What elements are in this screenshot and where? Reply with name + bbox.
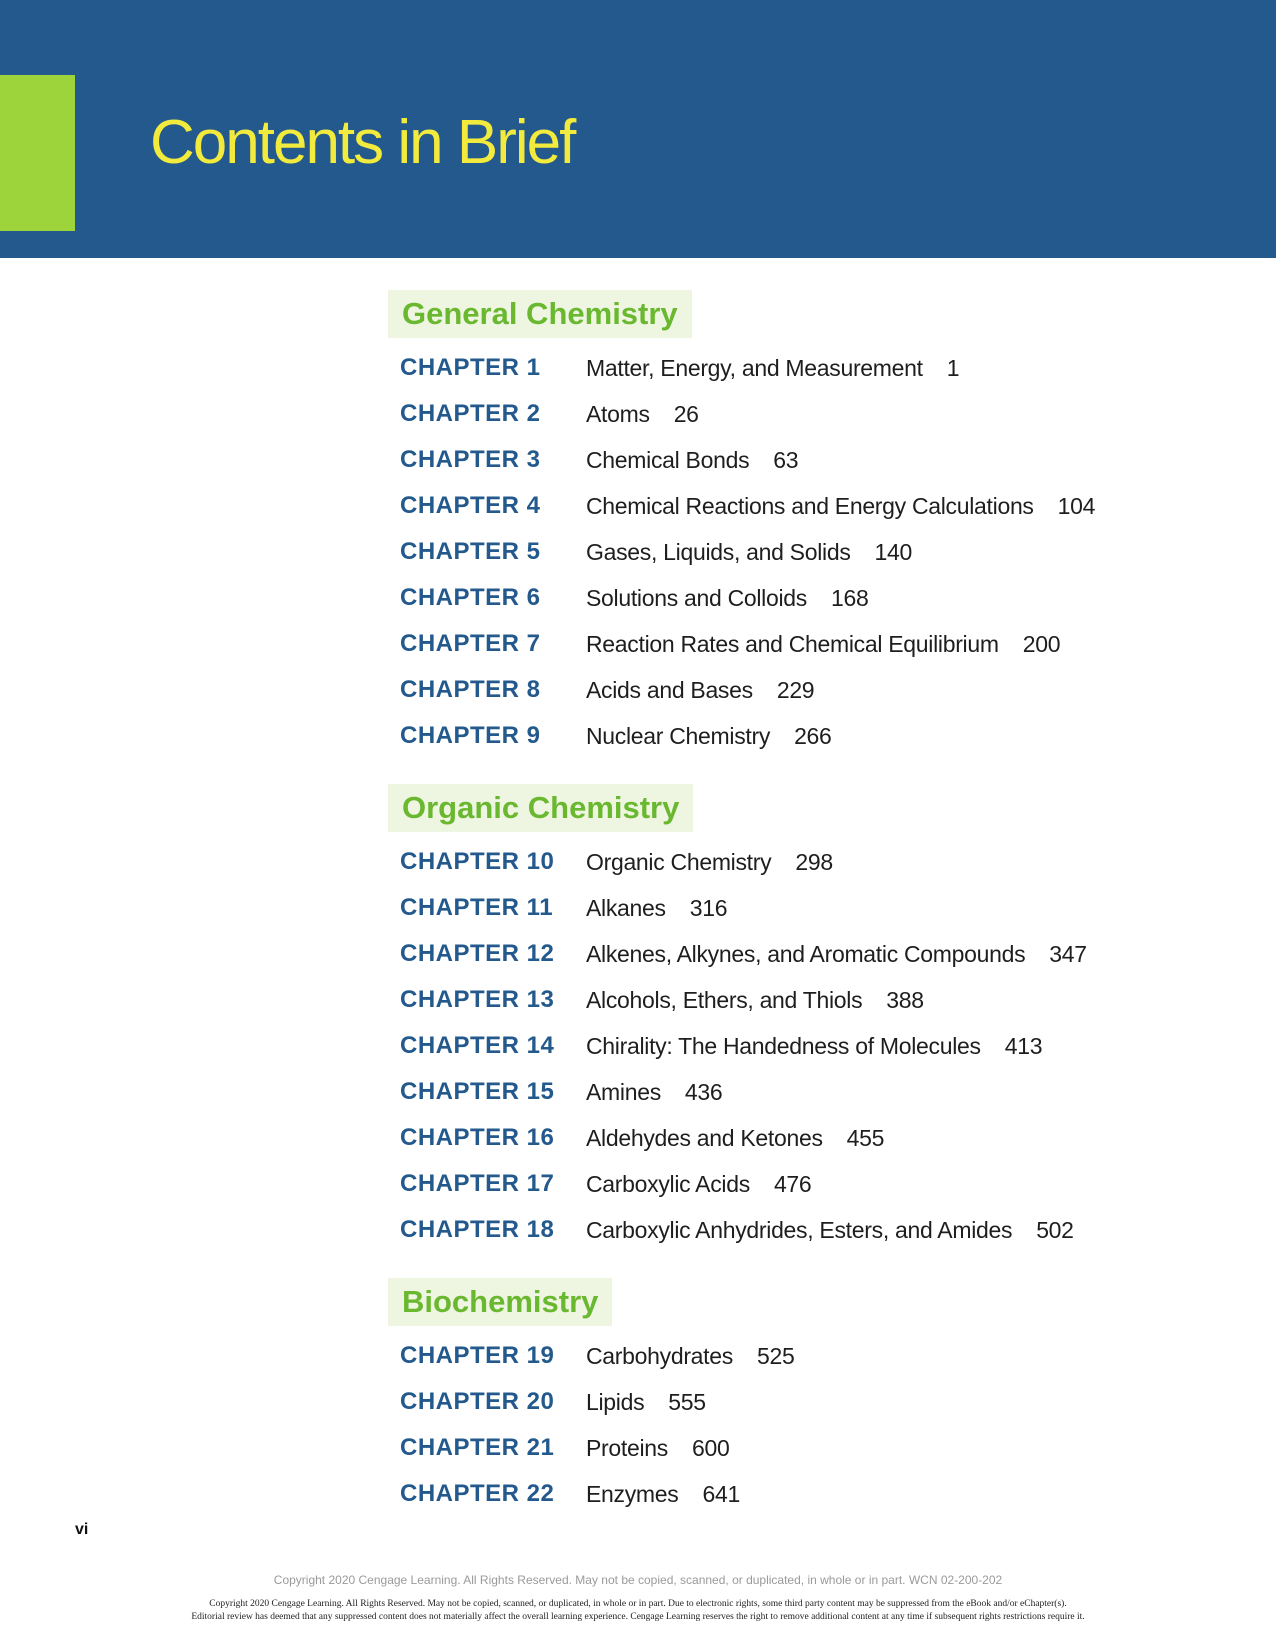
chapter-page-number: 347 [1049, 941, 1087, 967]
chapter-entry [586, 345, 959, 391]
chapter-row[interactable] [400, 529, 1220, 575]
copyright-fine-print: Editorial review has deemed that any suppressed content does not materially affect the overall learning experience. Cengage Learning reserves the right to remove additional content at any time if subsequent rights restrictions require it. [191, 1612, 1085, 1622]
chapter-title: Chirality: The Handedness of Molecules [586, 1033, 981, 1059]
chapter-label: CHAPTER 2 [400, 400, 541, 427]
chapter-page-number: 600 [691, 1435, 730, 1461]
chapter-row[interactable] [400, 1161, 1220, 1207]
chapter-title: Amines [586, 1079, 661, 1105]
chapter-title: Proteins [586, 1435, 668, 1461]
chapter-entry [586, 391, 699, 437]
page-folio: vi [75, 1521, 89, 1538]
chapter-row[interactable] [400, 667, 1220, 713]
chapter-row[interactable] [400, 1207, 1220, 1253]
chapter-entry [586, 1115, 884, 1161]
chapter-page-number: 476 [773, 1171, 812, 1197]
chapter-row[interactable] [400, 391, 1220, 437]
chapter-page-number: 555 [668, 1389, 706, 1415]
section-heading-biochemistry: Biochemistry [388, 1278, 612, 1326]
chapter-title: Acids and Bases [586, 677, 753, 703]
chapter-entry [586, 931, 1087, 977]
chapter-title: Chemical Bonds [586, 447, 750, 473]
chapter-page-number: 436 [684, 1079, 723, 1105]
chapter-row[interactable] [400, 713, 1220, 759]
chapter-label: CHAPTER 6 [400, 584, 541, 611]
chapter-label: CHAPTER 18 [400, 1216, 555, 1243]
chapter-entry [586, 977, 924, 1023]
chapter-page-number: 140 [874, 539, 913, 565]
chapter-page-number: 200 [1022, 631, 1061, 657]
copyright-fine-print: Copyright 2020 Cengage Learning. All Rights Reserved. May not be copied, scanned, or duplicated, in whole or in part. Due to electronic rights, some third party content may be suppressed from the eBook and/or eChapter(s). [209, 1599, 1067, 1609]
chapter-row[interactable] [400, 1379, 1220, 1425]
chapter-title: Gases, Liquids, and Solids [586, 539, 851, 565]
banner-accent-bar [0, 75, 75, 231]
chapter-label: CHAPTER 15 [400, 1078, 555, 1105]
chapter-label: CHAPTER 21 [400, 1434, 555, 1461]
chapter-title: Alkenes, Alkynes, and Aromatic Compounds [586, 941, 1026, 967]
chapter-page-number: 298 [795, 849, 833, 875]
chapter-label: CHAPTER 9 [400, 722, 541, 749]
chapter-title: Enzymes [586, 1481, 679, 1507]
chapter-label: CHAPTER 13 [400, 986, 555, 1013]
chapter-row[interactable] [400, 977, 1220, 1023]
chapter-entry [586, 1425, 729, 1471]
chapter-entry [586, 1161, 811, 1207]
page-title: Contents in Brief [150, 108, 575, 177]
chapter-title: Organic Chemistry [586, 849, 772, 875]
section-heading-general-chemistry: General Chemistry [388, 290, 692, 338]
chapter-title: Lipids [586, 1389, 645, 1415]
chapter-page-number: 388 [886, 987, 924, 1013]
chapter-label: CHAPTER 16 [400, 1124, 555, 1151]
chapter-entry [586, 713, 832, 759]
chapter-entry [586, 1333, 794, 1379]
chapter-title: Reaction Rates and Chemical Equilibrium [586, 631, 999, 657]
chapter-title: Solutions and Colloids [586, 585, 807, 611]
chapter-page-number: 502 [1036, 1217, 1074, 1243]
chapter-label: CHAPTER 17 [400, 1170, 555, 1197]
chapter-title: Atoms [586, 401, 650, 427]
chapter-entry [586, 575, 868, 621]
chapter-label: CHAPTER 19 [400, 1342, 555, 1369]
chapter-title: Carbohydrates [586, 1343, 733, 1369]
chapter-entry [586, 1471, 740, 1517]
chapter-page-number: 525 [756, 1343, 795, 1369]
chapter-entry [586, 667, 814, 713]
chapter-label: CHAPTER 12 [400, 940, 555, 967]
chapter-label: CHAPTER 14 [400, 1032, 555, 1059]
chapter-label: CHAPTER 20 [400, 1388, 555, 1415]
chapter-entry [586, 1379, 706, 1425]
chapter-row[interactable] [400, 1471, 1220, 1517]
chapter-entry [586, 483, 1095, 529]
chapter-title: Matter, Energy, and Measurement [586, 355, 923, 381]
chapter-row[interactable] [400, 885, 1220, 931]
chapter-label: CHAPTER 11 [400, 894, 554, 921]
chapter-page-number: 641 [702, 1481, 740, 1507]
chapter-row[interactable] [400, 1333, 1220, 1379]
chapter-page-number: 168 [831, 585, 869, 611]
chapter-title: Alkanes [586, 895, 666, 921]
chapter-entry [586, 1207, 1074, 1253]
chapter-page-number: 413 [1004, 1033, 1043, 1059]
chapter-entry [586, 437, 798, 483]
copyright-notice: Copyright 2020 Cengage Learning. All Rights Reserved. May not be copied, scanned, or duplicated, in whole or in part. WCN 02-200-202 [273, 1573, 1003, 1587]
chapter-row[interactable] [400, 839, 1220, 885]
chapter-label: CHAPTER 8 [400, 676, 541, 703]
chapter-title: Aldehydes and Ketones [586, 1125, 823, 1151]
chapter-row[interactable] [400, 575, 1220, 621]
chapter-label: CHAPTER 22 [400, 1480, 555, 1507]
chapter-page-number: 26 [673, 401, 699, 427]
chapter-entry [586, 621, 1060, 667]
chapter-title: Carboxylic Anhydrides, Esters, and Amides [586, 1217, 1013, 1243]
chapter-row[interactable] [400, 1425, 1220, 1471]
chapter-entry [586, 1069, 722, 1115]
chapter-page-number: 63 [773, 447, 799, 473]
chapter-row[interactable] [400, 483, 1220, 529]
chapter-page-number: 316 [689, 895, 728, 921]
chapter-page-number: 229 [776, 677, 815, 703]
chapter-page-number: 266 [794, 723, 832, 749]
chapter-entry [586, 885, 727, 931]
chapter-row[interactable] [400, 621, 1220, 667]
chapter-label: CHAPTER 4 [400, 492, 541, 519]
chapter-label: CHAPTER 7 [400, 630, 541, 657]
chapter-row[interactable] [400, 1023, 1220, 1069]
chapter-page-number: 455 [846, 1125, 885, 1151]
chapter-page-number: 104 [1057, 493, 1096, 519]
chapter-title: Alcohols, Ethers, and Thiols [586, 987, 863, 1013]
section-heading-organic-chemistry: Organic Chemistry [388, 784, 693, 832]
chapter-label: CHAPTER 5 [400, 538, 541, 565]
header-banner [0, 0, 1276, 258]
chapter-title: Nuclear Chemistry [586, 723, 771, 749]
chapter-row[interactable] [400, 931, 1220, 977]
chapter-row[interactable] [400, 345, 1220, 391]
chapter-label: CHAPTER 10 [400, 848, 555, 875]
chapter-page-number: 1 [946, 355, 960, 381]
chapter-row[interactable] [400, 1069, 1220, 1115]
chapter-entry [586, 529, 912, 575]
chapter-title: Chemical Reactions and Energy Calculations [586, 493, 1034, 519]
chapter-row[interactable] [400, 437, 1220, 483]
chapter-label: CHAPTER 3 [400, 446, 541, 473]
chapter-entry [586, 839, 833, 885]
chapter-title: Carboxylic Acids [586, 1171, 750, 1197]
chapter-label: CHAPTER 1 [400, 354, 541, 381]
chapter-row[interactable] [400, 1115, 1220, 1161]
chapter-entry [586, 1023, 1042, 1069]
